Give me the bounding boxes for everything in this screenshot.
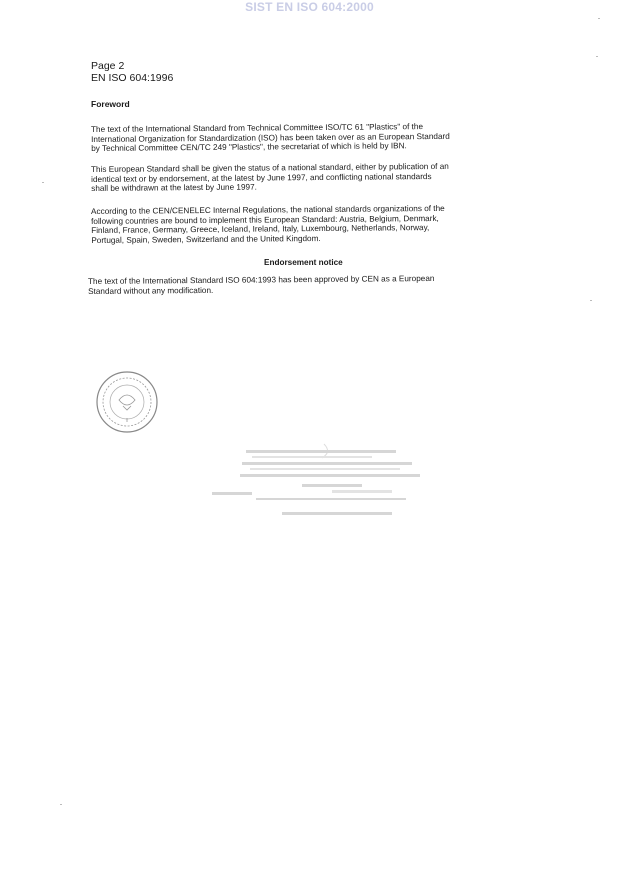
text-line: The text of the International Standard from Technical Committee ISO/TC 61 "Plastics" of the (91, 122, 424, 134)
scan-speck (598, 18, 600, 19)
foreword-paragraph-2 (91, 161, 531, 194)
text-line: Finland, France, Germany, Greece, Iceland, Ireland, Italy, Luxembourg, Netherlands, Norway, (91, 223, 430, 236)
text-line: by Technical Committee CEN/TC 249 "Plastics", the secretariat of which is held by IBN. (91, 141, 407, 154)
text-line: Portugal, Spain, Sweden, Switzerland and the United Kingdom. (91, 233, 321, 245)
text-line: following countries are bound to implement this European Standard: Austria, Belgium, Denmark, (91, 213, 439, 226)
text-line: identical text or by endorsement, at the latest by June 1997, and conflicting national standards (91, 171, 432, 184)
standard-number: EN ISO 604:1996 (91, 72, 174, 84)
text-line: According to the CEN/CENELEC Internal Regulations, the national standards organizations of the (91, 203, 445, 216)
text-line: This European Standard shall be given the status of a national standard, either by publication of an (91, 161, 449, 174)
scan-speck (590, 300, 592, 301)
text-line: shall be withdrawn at the latest by June 1997. (91, 182, 257, 194)
scan-speck (596, 56, 598, 57)
text-line: Standard without any modification. (88, 285, 214, 296)
watermark: SIST EN ISO 604:2000 (245, 0, 374, 14)
page-number: Page 2 (91, 60, 125, 72)
endorsement-paragraph (88, 273, 528, 296)
foreword-paragraph-1 (91, 121, 531, 154)
text-line: International Organization for Standardization (ISO) has been taken over as an European Standard (91, 131, 450, 144)
text-line: The text of the International Standard ISO 604:1993 has been approved by CEN as a European (88, 273, 435, 286)
scan-speck (60, 804, 62, 805)
page-header (91, 60, 173, 84)
foreword-title: Foreword (91, 99, 130, 109)
endorsement-title: Endorsement notice (264, 258, 343, 267)
scan-speck (42, 182, 44, 183)
faded-stamp-icon (212, 440, 432, 522)
foreword-paragraph-3 (91, 203, 531, 245)
official-seal-icon (95, 370, 159, 434)
